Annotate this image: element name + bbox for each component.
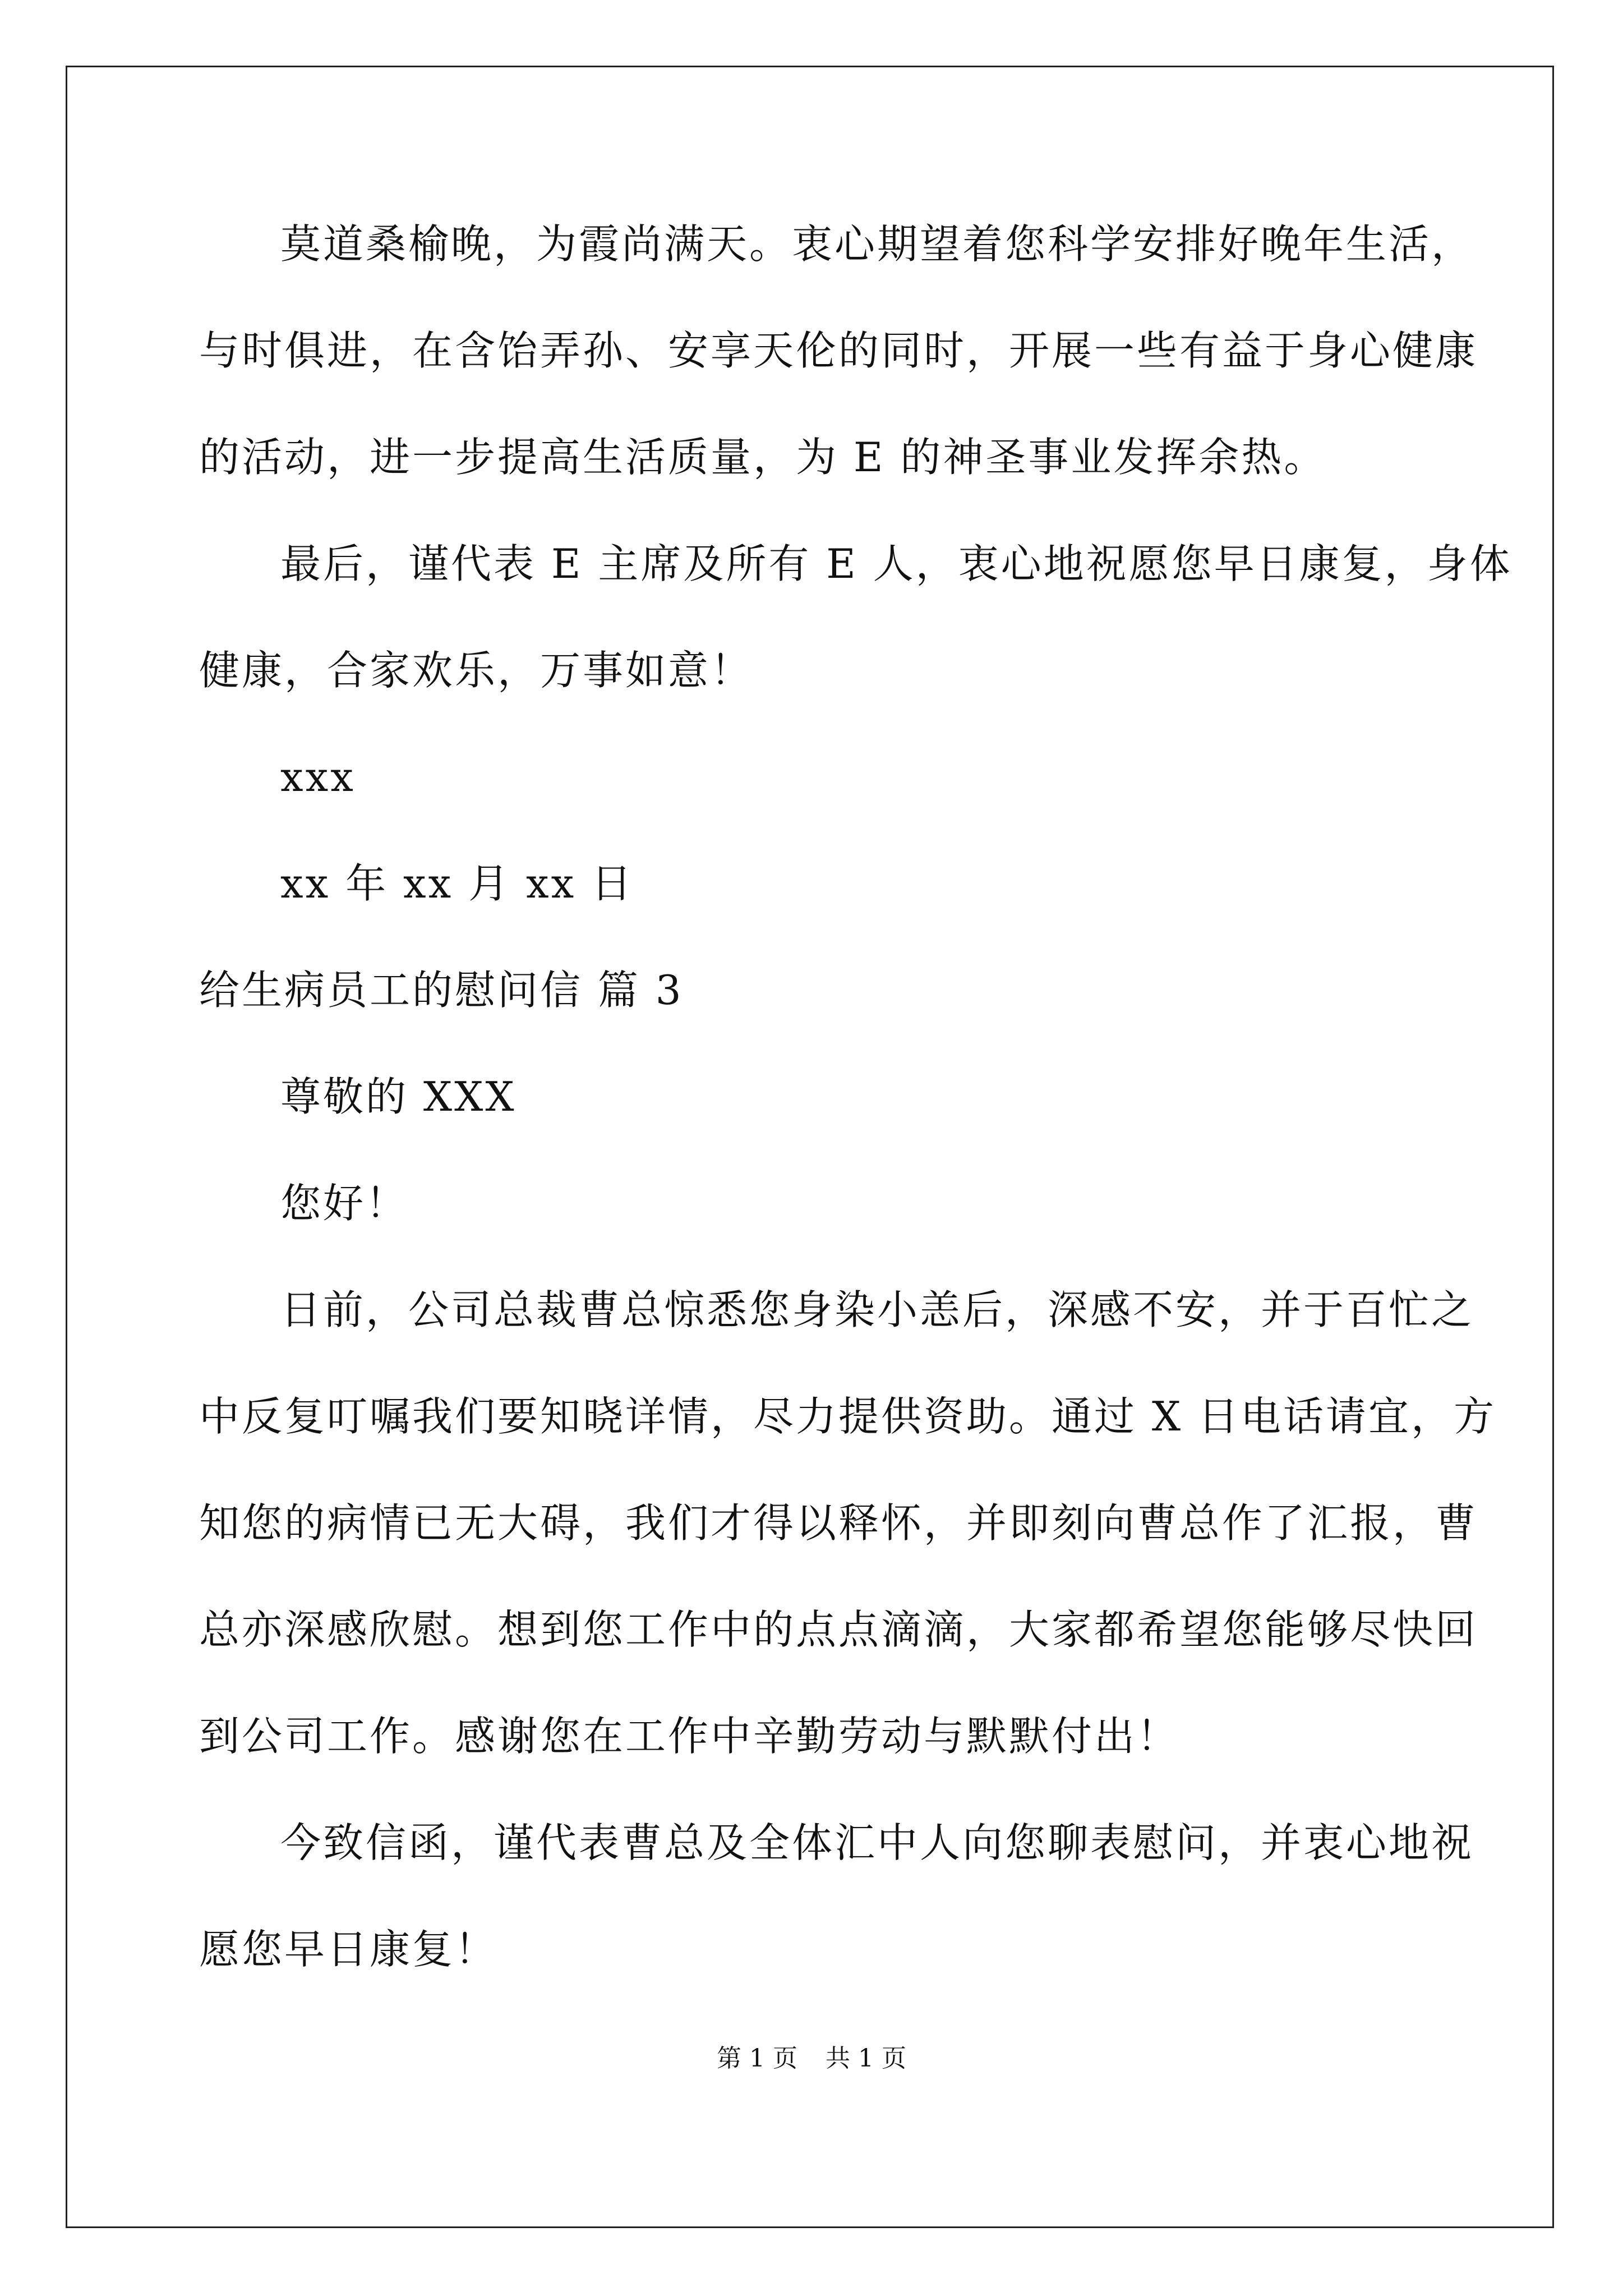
paragraph-line: 知您的病情已无大碍，我们才得以释怀，并即刻向曹总作了汇报，曹 xyxy=(199,1499,1478,1547)
paragraph-line: 中反复叮嘱我们要知晓详情，尽力提供资助。通过 X 日电话请宜，方 xyxy=(199,1393,1497,1440)
paragraph-line: 日前，公司总裁曹总惊悉您身染小恙后，深感不安，并于百忙之 xyxy=(280,1286,1474,1333)
paragraph-line: 愿您早日康复！ xyxy=(199,1926,498,1973)
section-heading: 给生病员工的慰问信 篇 3 xyxy=(199,967,684,1014)
signature-date: xx 年 xx 月 xx 日 xyxy=(280,860,634,907)
paragraph-line: 今致信函，谨代表曹总及全体汇中人向您聊表慰问，并衷心地祝 xyxy=(280,1819,1474,1866)
signature-name: xxx xyxy=(280,753,356,800)
page-border xyxy=(66,66,1554,2228)
greeting: 您好！ xyxy=(280,1180,409,1227)
page-footer xyxy=(0,2042,1623,2076)
paragraph-line: 总亦深感欣慰。想到您工作中的点点滴滴，大家都希望您能够尽快回 xyxy=(199,1606,1478,1653)
paragraph-line: 健康，合家欢乐，万事如意！ xyxy=(199,647,754,694)
paragraph-line: 与时俱进，在含饴弄孙、安享天伦的同时，开展一些有益于身心健康 xyxy=(199,327,1478,374)
salutation: 尊敬的 XXX xyxy=(280,1073,517,1120)
page-total: 共 1 页 xyxy=(826,2044,906,2073)
paragraph-line: 莫道桑榆晚，为霞尚满天。衷心期望着您科学安排好晚年生活， xyxy=(280,220,1474,268)
paragraph-line: 最后，谨代表 E 主席及所有 E 人，衷心地祝愿您早日康复，身体 xyxy=(280,540,1513,587)
page-number: 第 1 页 xyxy=(717,2044,797,2073)
paragraph-line: 到公司工作。感谢您在工作中辛勤劳动与默默付出！ xyxy=(199,1713,1180,1760)
paragraph-line: 的活动，进一步提高生活质量，为 E 的神圣事业发挥余热。 xyxy=(199,434,1327,481)
